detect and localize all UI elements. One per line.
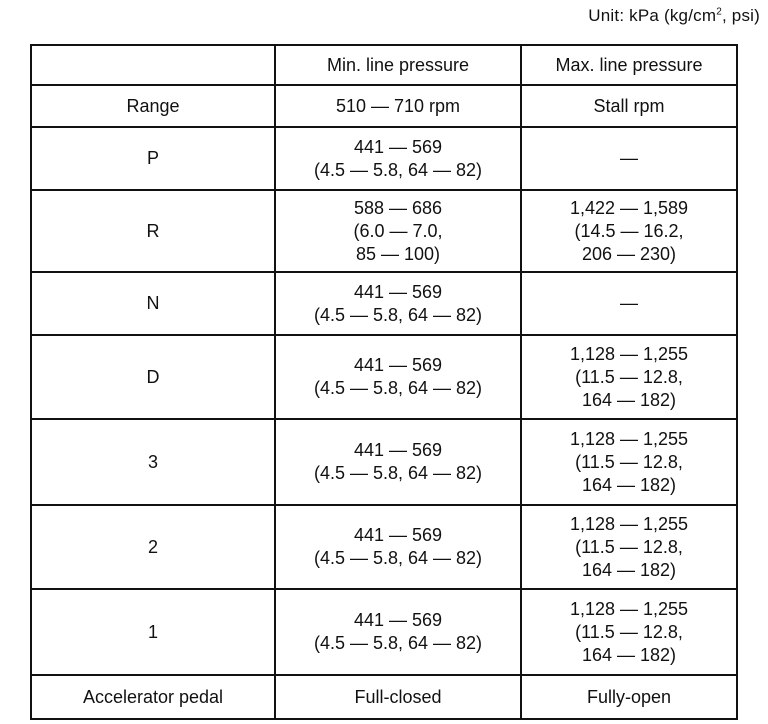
unit-prefix: Unit: kPa (kg/cm <box>588 6 717 25</box>
min-pressure-cell: 588 — 686 (6.0 — 7.0, 85 — 100) <box>275 190 521 272</box>
footer-max: Fully-open <box>521 675 737 719</box>
table-header-row <box>31 45 737 85</box>
table-subheader-row <box>31 85 737 127</box>
unit-superscript: 2 <box>716 6 722 18</box>
range-cell: 1 <box>31 589 275 675</box>
max-pressure-cell: 1,422 — 1,589 (14.5 — 16.2, 206 — 230) <box>521 190 737 272</box>
range-cell: N <box>31 272 275 335</box>
range-cell: D <box>31 335 275 419</box>
unit-suffix: , psi) <box>721 6 760 25</box>
header-min-line-pressure: Min. line pressure <box>275 45 521 85</box>
subheader-max-rpm: Stall rpm <box>521 85 737 127</box>
max-pressure-cell: — <box>521 272 737 335</box>
table-row <box>31 589 737 675</box>
footer-min: Full-closed <box>275 675 521 719</box>
line-pressure-table <box>30 44 738 720</box>
subheader-range: Range <box>31 85 275 127</box>
header-max-line-pressure: Max. line pressure <box>521 45 737 85</box>
min-pressure-cell: 441 — 569 (4.5 — 5.8, 64 — 82) <box>275 589 521 675</box>
range-cell: R <box>31 190 275 272</box>
min-pressure-cell: 441 — 569 (4.5 — 5.8, 64 — 82) <box>275 419 521 505</box>
table-row <box>31 335 737 419</box>
table-row <box>31 505 737 589</box>
min-pressure-cell: 441 — 569 (4.5 — 5.8, 64 — 82) <box>275 272 521 335</box>
unit-note <box>496 6 760 26</box>
min-pressure-cell: 441 — 569 (4.5 — 5.8, 64 — 82) <box>275 505 521 589</box>
range-cell: 2 <box>31 505 275 589</box>
table-row <box>31 272 737 335</box>
table-row <box>31 419 737 505</box>
max-pressure-cell: 1,128 — 1,255 (11.5 — 12.8, 164 — 182) <box>521 589 737 675</box>
table-row <box>31 127 737 190</box>
table-row <box>31 190 737 272</box>
max-pressure-cell: — <box>521 127 737 190</box>
footer-accelerator-pedal: Accelerator pedal <box>31 675 275 719</box>
table-footer-row <box>31 675 737 719</box>
min-pressure-cell: 441 — 569 (4.5 — 5.8, 64 — 82) <box>275 335 521 419</box>
max-pressure-cell: 1,128 — 1,255 (11.5 — 12.8, 164 — 182) <box>521 335 737 419</box>
max-pressure-cell: 1,128 — 1,255 (11.5 — 12.8, 164 — 182) <box>521 505 737 589</box>
range-cell: P <box>31 127 275 190</box>
range-cell: 3 <box>31 419 275 505</box>
min-pressure-cell: 441 — 569 (4.5 — 5.8, 64 — 82) <box>275 127 521 190</box>
subheader-min-rpm: 510 — 710 rpm <box>275 85 521 127</box>
max-pressure-cell: 1,128 — 1,255 (11.5 — 12.8, 164 — 182) <box>521 419 737 505</box>
header-blank-cell <box>31 45 275 85</box>
